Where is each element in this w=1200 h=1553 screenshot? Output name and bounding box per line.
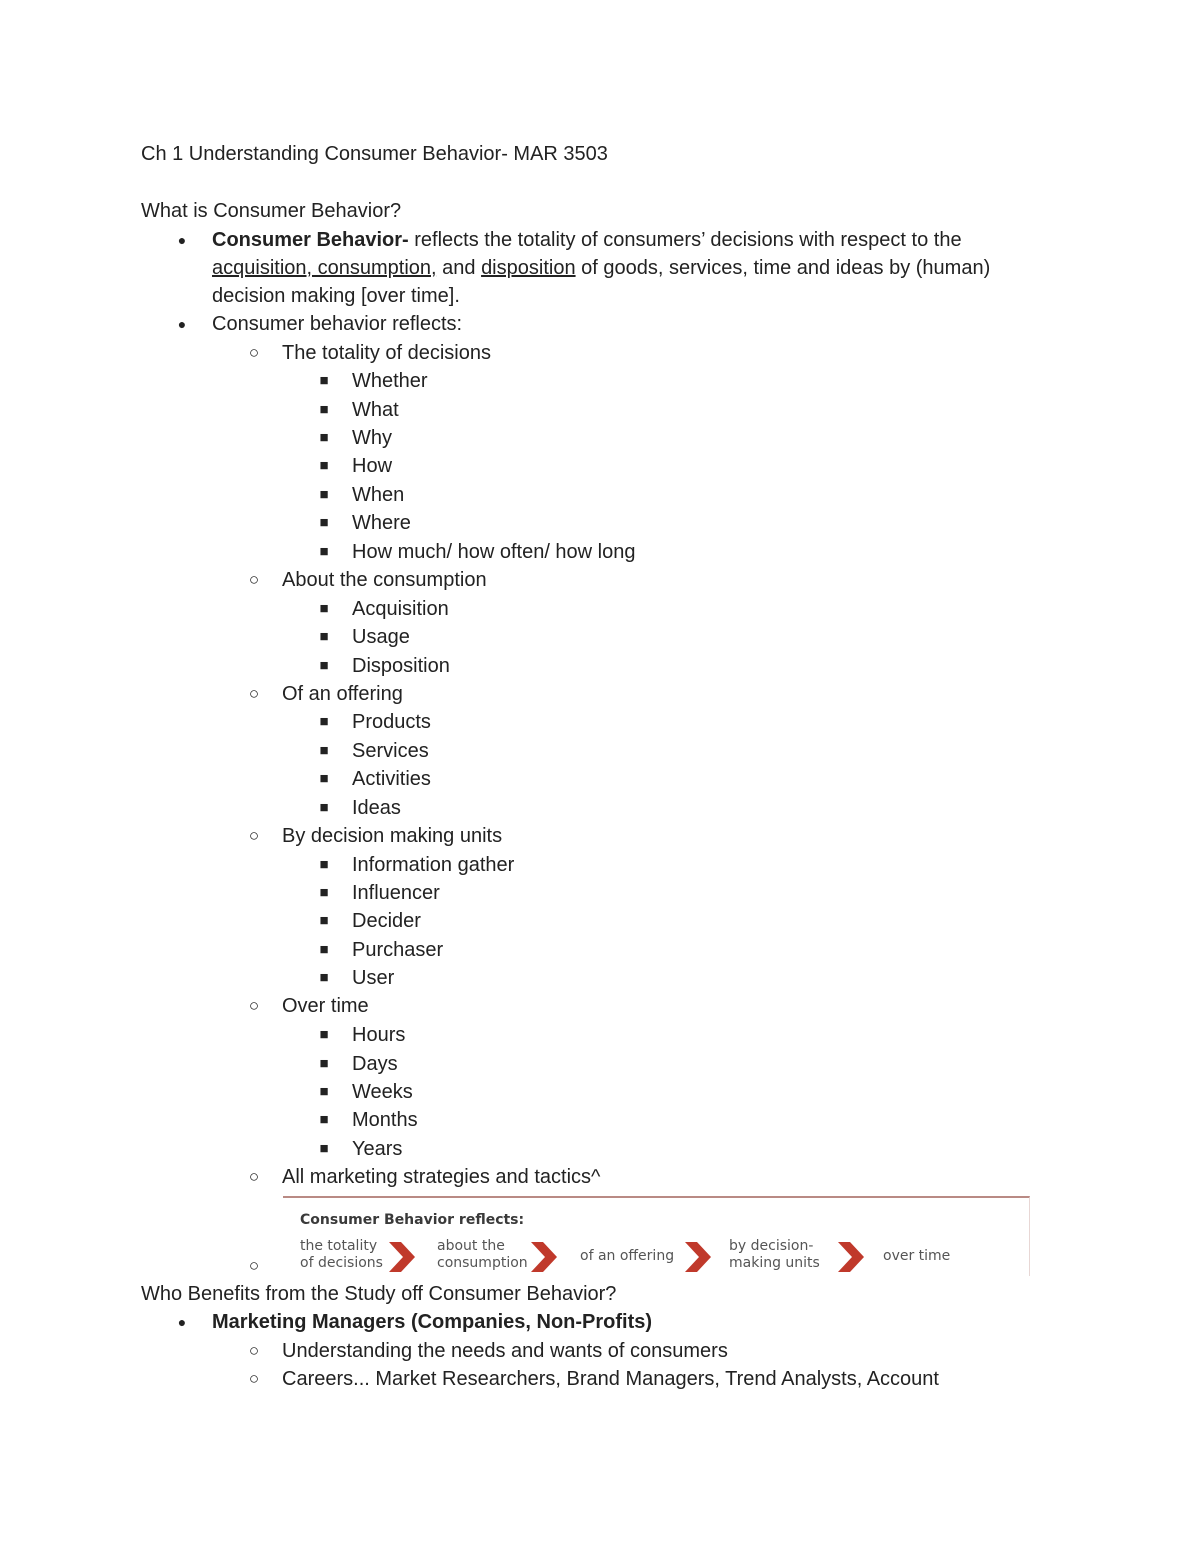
- chevron-right-icon: [683, 1240, 713, 1274]
- group-label: Over time: [282, 995, 369, 1017]
- bullet-square: ■: [319, 657, 329, 674]
- item-text: Where: [352, 512, 411, 534]
- step-line: the totality: [300, 1238, 378, 1254]
- bullet-square: ■: [319, 799, 329, 816]
- item-text: Years: [352, 1138, 403, 1160]
- item-text: Acquisition: [352, 598, 449, 620]
- bullet-circle: ○: [248, 1167, 260, 1186]
- item-text: Products: [352, 711, 431, 733]
- item-text: Careers... Market Researchers, Brand Managers, Trend Analysts, Account: [282, 1368, 939, 1390]
- item-text: Hours: [352, 1024, 406, 1046]
- item-text: Ideas: [352, 797, 401, 819]
- definition-line-3: decision making [over time].: [212, 285, 460, 307]
- bullet-square: ■: [319, 486, 329, 503]
- definition-text-c: of goods, services, time and ideas by (human): [575, 257, 991, 279]
- item-text: Services: [352, 740, 429, 762]
- bullet-square: ■: [319, 912, 329, 929]
- reflects-label: Consumer behavior reflects:: [212, 313, 463, 335]
- definition-line-2: [212, 254, 990, 282]
- bullet-square: ■: [319, 457, 329, 474]
- figure-step: [883, 1248, 950, 1265]
- title-text: Ch 1 Understanding Consumer Behavior- MAR 3503: [141, 143, 608, 165]
- bullet-square: ■: [319, 628, 329, 645]
- bullet-dot: ●: [177, 1314, 187, 1330]
- all-marketing-text: All marketing strategies and tactics^: [282, 1166, 601, 1188]
- item-text: Purchaser: [352, 939, 444, 961]
- item-text: Days: [352, 1053, 398, 1075]
- step-line: making units: [729, 1255, 820, 1271]
- definition-text-a: reflects the totality of consumers’ decisions with respect to the: [408, 229, 962, 251]
- bullet-square: ■: [319, 969, 329, 986]
- figure-step: [300, 1238, 383, 1272]
- bullet-square: ■: [319, 713, 329, 730]
- bullet-circle: ○: [248, 684, 260, 703]
- item-text: When: [352, 484, 405, 506]
- step-line: consumption: [437, 1255, 528, 1271]
- bullet-square: ■: [319, 401, 329, 418]
- consumer-behavior-figure: [283, 1196, 1030, 1276]
- item-text: Understanding the needs and wants of consumers: [282, 1340, 728, 1362]
- chevron-right-icon: [836, 1240, 866, 1274]
- definition-line-1: [212, 226, 962, 254]
- bullet-square: ■: [319, 429, 329, 446]
- bullet-circle: ○: [248, 996, 260, 1015]
- section1-heading-text: What is Consumer Behavior?: [141, 200, 402, 222]
- link-acquisition-consumption[interactable]: acquisition, consumption,: [212, 257, 437, 279]
- beneficiary-text: Marketing Managers (Companies, Non-Profits): [212, 1311, 653, 1333]
- step-line: over time: [883, 1248, 951, 1264]
- definition-text-b: and: [436, 257, 482, 279]
- group-label: Of an offering: [282, 683, 403, 705]
- item-text: Weeks: [352, 1081, 413, 1103]
- figure-step: [729, 1238, 820, 1272]
- bullet-square: ■: [319, 770, 329, 787]
- item-text: Information gather: [352, 854, 515, 876]
- bullet-square: ■: [319, 1026, 329, 1043]
- bullet-square: ■: [319, 941, 329, 958]
- bullet-square: ■: [319, 742, 329, 759]
- item-text: Months: [352, 1109, 418, 1131]
- bullet-circle: ○: [248, 343, 260, 362]
- chevron-right-icon: [529, 1240, 559, 1274]
- item-text: How much/ how often/ how long: [352, 541, 636, 563]
- group-label: By decision making units: [282, 825, 503, 847]
- bullet-square: ■: [319, 1140, 329, 1157]
- bullet-circle: ○: [248, 826, 260, 845]
- bullet-square: ■: [319, 856, 329, 873]
- figure-step: [437, 1238, 528, 1272]
- item-text: Influencer: [352, 882, 440, 904]
- bullet-square: ■: [319, 884, 329, 901]
- link-disposition[interactable]: disposition: [481, 257, 576, 279]
- bullet-square: ■: [319, 1055, 329, 1072]
- chevron-right-icon: [387, 1240, 417, 1274]
- step-line: by decision-: [729, 1238, 814, 1254]
- bullet-circle: ○: [248, 570, 260, 589]
- group-label: The totality of decisions: [282, 342, 491, 364]
- bullet-circle: ○: [248, 1341, 260, 1360]
- definition-term: Consumer Behavior-: [212, 229, 409, 251]
- figure-step: [580, 1248, 674, 1265]
- item-text: Activities: [352, 768, 431, 790]
- figure-title: Consumer Behavior reflects:: [300, 1212, 525, 1228]
- item-text: User: [352, 967, 395, 989]
- bullet-dot: ●: [177, 232, 187, 248]
- bullet-square: ■: [319, 543, 329, 560]
- item-text: Disposition: [352, 655, 450, 677]
- step-line: of an offering: [580, 1248, 675, 1264]
- section2-heading-text: Who Benefits from the Study off Consumer Behavior?: [141, 1283, 617, 1305]
- item-text: How: [352, 455, 393, 477]
- item-text: Decider: [352, 910, 421, 932]
- bullet-circle: ○: [248, 1369, 260, 1388]
- step-line: about the: [437, 1238, 505, 1254]
- bullet-square: ■: [319, 514, 329, 531]
- item-text: Why: [352, 427, 392, 449]
- bullet-square: ■: [319, 600, 329, 617]
- group-label: About the consumption: [282, 569, 487, 591]
- bullet-dot: ●: [177, 316, 187, 332]
- bullet-square: ■: [319, 1083, 329, 1100]
- bullet-square: ■: [319, 1111, 329, 1128]
- bullet-circle: ○: [248, 1256, 260, 1275]
- bullet-square: ■: [319, 372, 329, 389]
- step-line: of decisions: [300, 1255, 383, 1271]
- item-text: Whether: [352, 370, 428, 392]
- item-text: What: [352, 399, 399, 421]
- item-text: Usage: [352, 626, 410, 648]
